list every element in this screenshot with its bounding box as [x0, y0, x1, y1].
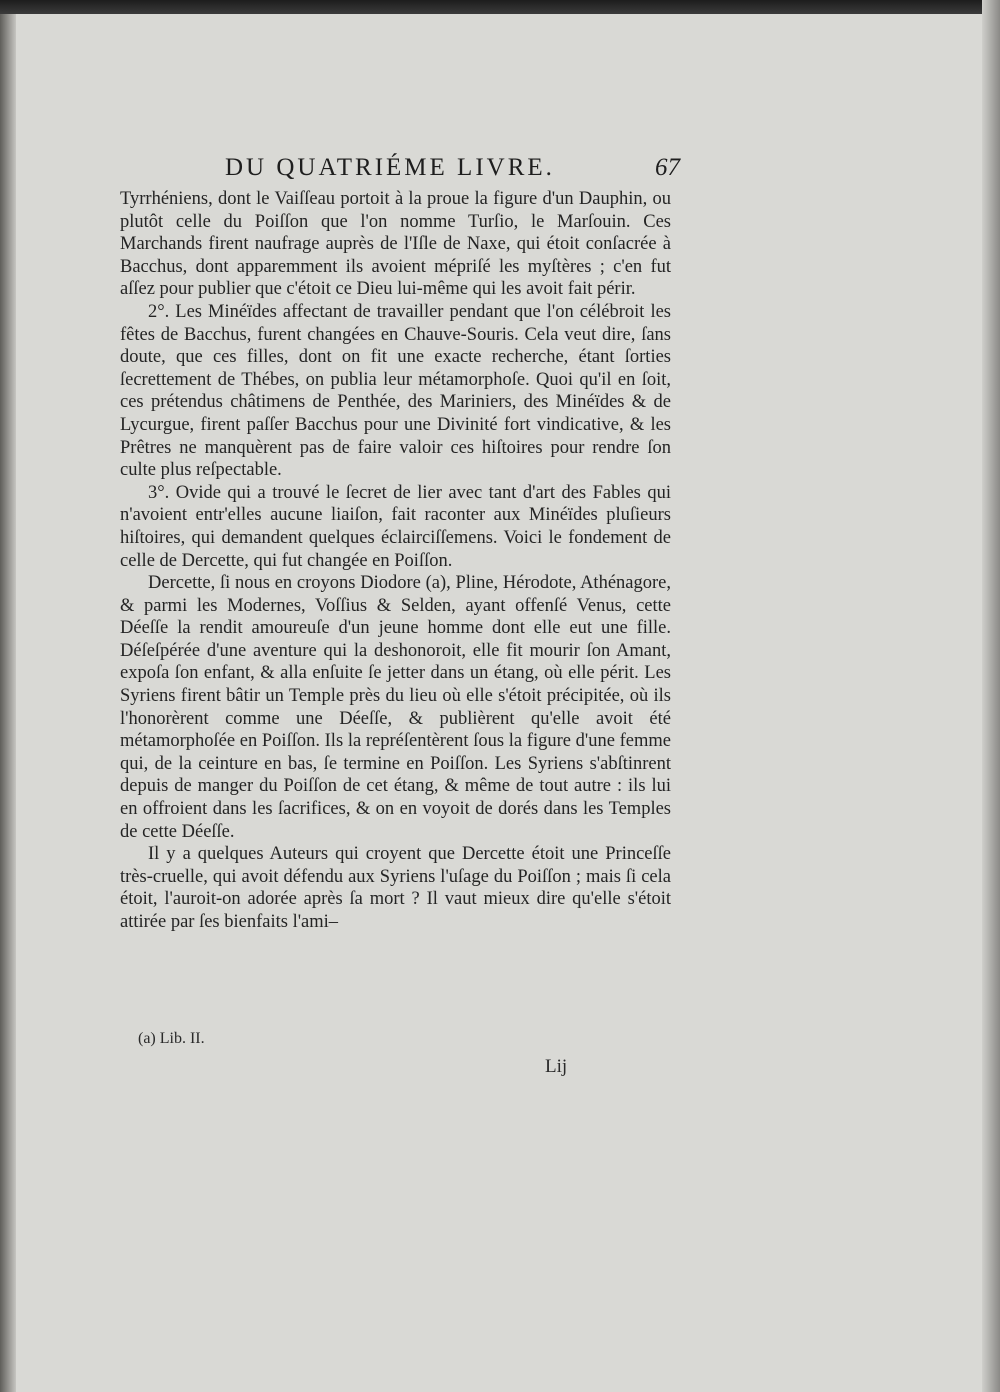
paragraph: Dercette, ſi nous en croyons Diodore (a), Pline, Hérodote, Athénagore, & parmi les Modernes, Voſſius & Selden, ayant offenſé Venus, cette Déeſſe la rendit amoureuſe d'un jeune homme dont elle eut une fille. Déſeſpérée d'une aventure qui la deshonoroit, elle fit mourir ſon Amant, expoſa ſon enfant, & alla enſuite ſe jetter dans un étang, où elle périt. Les Syriens firent bâtir un Temple près du lieu où elle s'étoit précipitée, où ils l'honorèrent comme une Déeſſe, & publièrent qu'elle avoit été métamorphoſée en Poiſſon. Ils la repréſentèrent ſous la figure d'une femme qui, de la ceinture en bas, ſe termine en Poiſſon. Les Syriens s'abſtinrent depuis de manger du Poiſſon de cet étang, & même de tout autre : ils lui en offroient dans les ſacrifices, & on en voyoit de dorés dans les Temples de cette Déeſſe.: [120, 573, 671, 842]
running-head-title: DU QUATRIÉME LIVRE.: [225, 154, 555, 181]
signature-mark: Lij: [545, 1056, 568, 1077]
top-edge-shadow: [0, 0, 1000, 14]
footnote: (a) Lib. II.: [138, 1030, 205, 1047]
paragraph: 2°. Les Minéïdes affectant de travailler pendant que l'on célébroit les fêtes de Bacchus, furent changées en Chauve-Souris. Cela veut dire, ſans doute, que ces filles, dont on fit une exacte recherche, étant ſorties ſecrettement de Thébes, on publia leur métamorphoſe. Quoi qu'il en ſoit, ces prétendus châtimens de Penthée, des Mariniers, des Minéïdes & de Lycurgue, firent paſſer Bacchus pour une Divinité fort vindicative, & les Prêtres ne manquèrent pas de faire valoir ces hiſtoires pour rendre ſon culte plus reſpectable.: [120, 301, 671, 481]
paragraph: Tyrrhéniens, dont le Vaiſſeau portoit à la proue la figure d'un Dauphin, ou plutôt celle du Poiſſon que l'on nomme Turſio, le Marſouin. Ces Marchands firent naufrage auprès de l'Iſle de Naxe, qui étoit conſacrée à Bacchus, dont apparemment ils avoient mépriſé les myſtères ; c'en fut aſſez pour publier que c'étoit ce Dieu lui-même qui les avoit fait périr.: [120, 189, 671, 300]
body-text: [120, 188, 671, 934]
page-edge-shadow: [982, 0, 1000, 1392]
page-number: 67: [655, 154, 680, 181]
running-head: [120, 150, 680, 190]
paragraph: 3°. Ovide qui a trouvé le ſecret de lier avec tant d'art des Fables qui n'avoient entr'elles aucune liaiſon, fait raconter aux Minéïdes pluſieurs hiſtoires, qui demandent quelques éclairciſſemens. Voici le fondement de celle de Dercette, qui fut changée en Poiſſon.: [120, 482, 671, 571]
paragraph: Il y a quelques Auteurs qui croyent que Dercette étoit une Princeſſe très-cruelle, qui avoit défendu aux Syriens l'uſage du Poiſſon ; mais ſi cela étoit, l'auroit-on adorée après ſa mort ? Il vaut mieux dire qu'elle s'étoit attirée par ſes bienfaits l'ami–: [120, 844, 671, 932]
book-spine-shadow: [0, 0, 16, 1392]
